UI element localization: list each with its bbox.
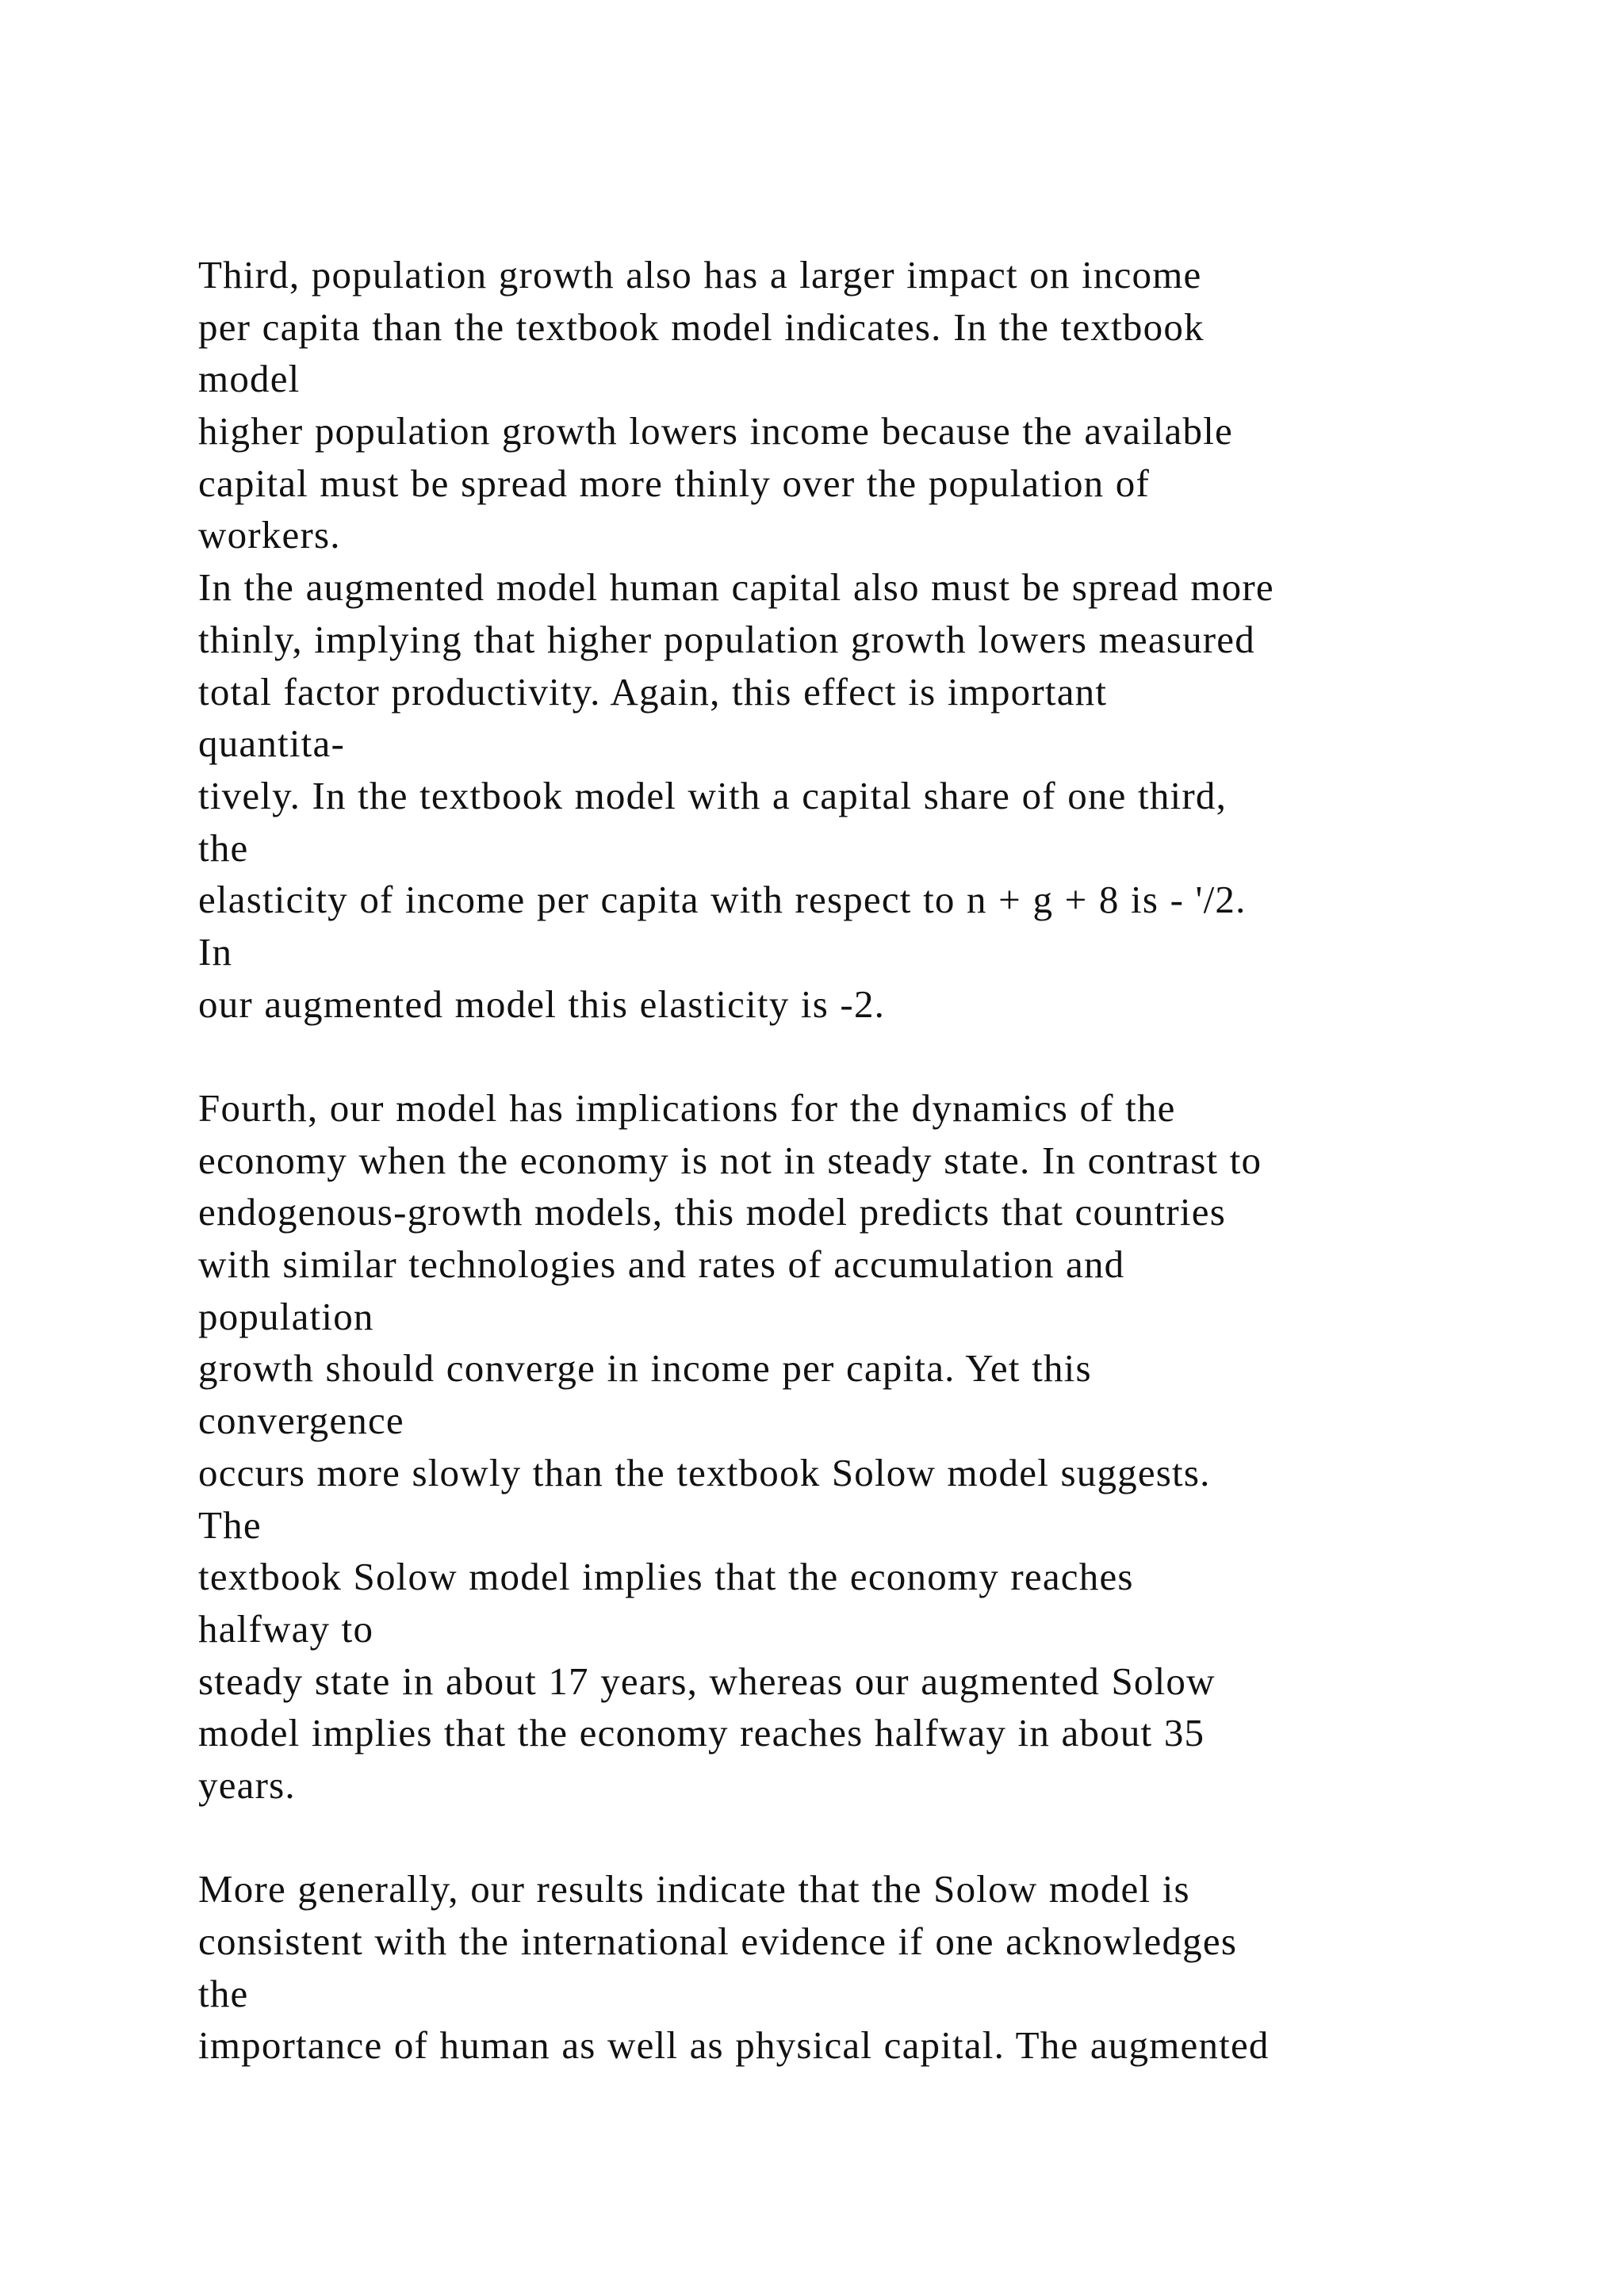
text-line: consistent with the international evidence if one acknowledges (198, 1919, 1238, 1963)
text-line: our augmented model this elasticity is -2. (198, 982, 886, 1026)
text-line: steady state in about 17 years, whereas our augmented Solow (198, 1659, 1216, 1703)
text-line: total factor productivity. Again, this effect is important (198, 669, 1108, 714)
text-line: Fourth, our model has implications for the dynamics of the (198, 1086, 1176, 1130)
text-line: with similar technologies and rates of accumulation and (198, 1242, 1125, 1287)
text-line: economy when the economy is not in steady state. In contrast to (198, 1138, 1262, 1182)
text-line: workers. (198, 513, 341, 557)
text-line: In the augmented model human capital also must be spread more (198, 565, 1274, 610)
text-line: endogenous-growth models, this model predicts that countries (198, 1190, 1226, 1234)
blank-line (198, 1812, 1610, 1864)
text-line: Third, population growth also has a larger impact on income (198, 253, 1202, 297)
text-line: occurs more slowly than the textbook Solow model suggests. (198, 1450, 1211, 1494)
text-line: quantita- (198, 721, 345, 766)
text-line: halfway to (198, 1606, 374, 1651)
text-line: capital must be spread more thinly over the population of (198, 461, 1151, 505)
text-line: higher population growth lowers income because the available (198, 409, 1233, 453)
text-line: tively. In the textbook model with a capital share of one third, (198, 773, 1228, 817)
text-line: the (198, 825, 249, 870)
text-line: growth should converge in income per capita. Yet this (198, 1346, 1092, 1391)
text-line: the (198, 1971, 249, 2015)
blank-line (198, 1030, 1610, 1082)
text-line: per capita than the textbook model indicates. In the textbook (198, 304, 1205, 349)
text-line: More generally, our results indicate that the Solow model is (198, 1867, 1190, 1911)
text-line: In (198, 929, 233, 974)
text-line: The (198, 1502, 262, 1547)
text-line: textbook Solow model implies that the economy reaches (198, 1555, 1134, 1599)
body-text (198, 249, 1610, 2072)
text-line: thinly, implying that higher population growth lowers measured (198, 617, 1255, 661)
text-line: population (198, 1294, 374, 1338)
text-line: importance of human as well as physical capital. The augmented (198, 2023, 1270, 2068)
text-line: convergence (198, 1399, 404, 1443)
text-line: elasticity of income per capita with respect to n + g + 8 is - '/2. (198, 878, 1247, 922)
text-line: model implies that the economy reaches halfway in about 35 (198, 1711, 1205, 1755)
text-line: model (198, 357, 301, 401)
text-line: years. (198, 1762, 296, 1807)
